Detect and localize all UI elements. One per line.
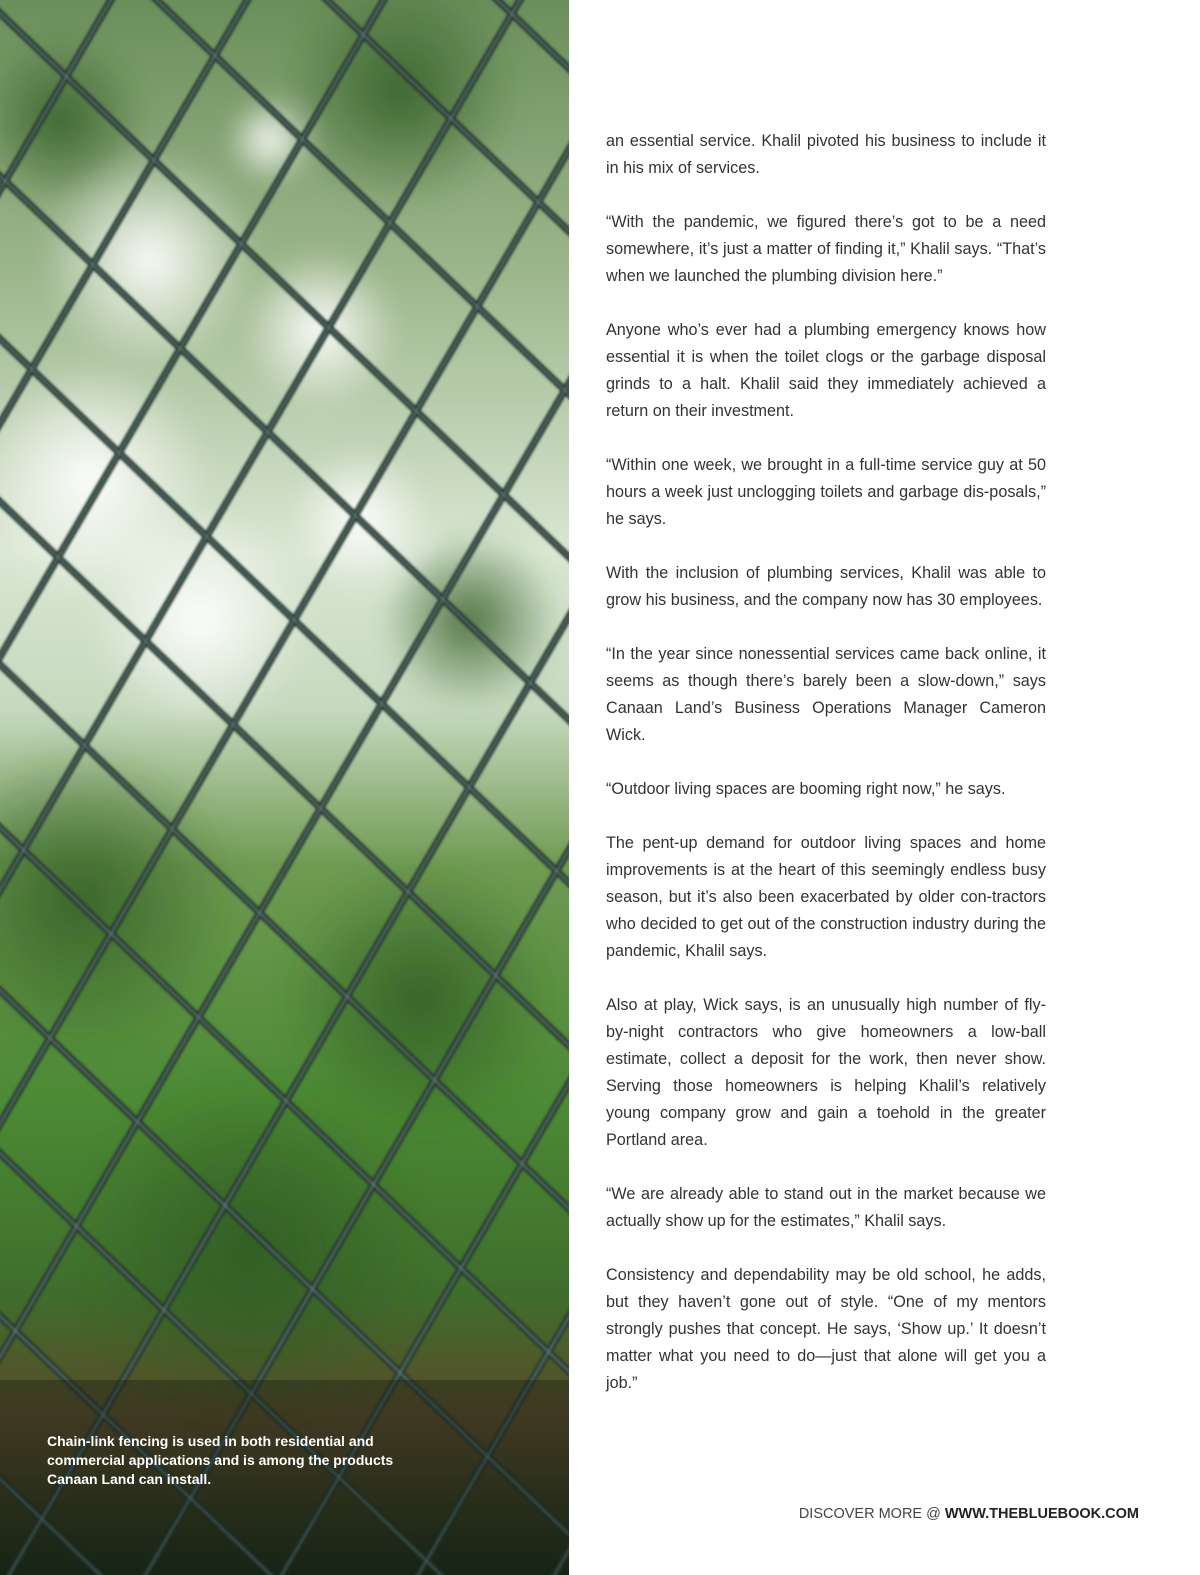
article-paragraph: “We are already able to stand out in the market because we actually show up for the estimates,” Khalil says. <box>606 1185 1046 1230</box>
article-paragraph: an essential service. Khalil pivoted his business to include it in his mix of services. <box>606 132 1046 177</box>
footer-prefix: DISCOVER MORE @ <box>798 1506 945 1522</box>
article-paragraph: “Within one week, we brought in a full-time service guy at 50 hours a week just unclogging toilets and garbage dis-posals,” he says. <box>606 456 1046 528</box>
article-paragraph: “In the year since nonessential services came back online, it seems as though there’s barely been a slow-down,” says Canaan Land’s Business Operations Manager Cameron Wick. <box>606 645 1046 744</box>
footer-website-link[interactable]: WWW.THEBLUEBOOK.COM <box>944 1506 1139 1522</box>
article-body <box>606 128 1046 1424</box>
footer-discover-more <box>799 1506 1139 1522</box>
article-paragraph: Also at play, Wick says, is an unusually high number of fly-by-night contractors who give homeowners a low-ball estimate, collect a deposit for the work, then never show. Serving those homeowners is helping Khalil’s relatively young company grow and gain a toehold in the greater Portland area. <box>606 996 1046 1149</box>
chain-link-fence-photo <box>0 0 569 1575</box>
article-paragraph: The pent-up demand for outdoor living spaces and home improvements is at the heart of this seemingly endless busy season, but it’s also been exacerbated by older con-tractors who decided to get out of the construction industry during the pandemic, Khalil says. <box>606 834 1046 960</box>
article-paragraph: With the inclusion of plumbing services, Khalil was able to grow his business, and the company now has 30 employees. <box>606 564 1046 609</box>
article-paragraph: Consistency and dependability may be old school, he adds, but they haven’t gone out of style. “One of my mentors strongly pushes that concept. He says, ‘Show up.’ It doesn’t matter what you need to do—just that alone will get you a job.” <box>606 1266 1046 1392</box>
photo-caption: Chain-link fencing is used in both residential and commercial applications and is among the products Canaan Land can install. <box>47 1433 394 1487</box>
article-paragraph: “With the pandemic, we figured there’s got to be a need somewhere, it’s just a matter of finding it,” Khalil says. “That’s when we launched the plumbing division here.” <box>606 213 1046 285</box>
article-paragraph: “Outdoor living spaces are booming right now,” he says. <box>606 780 1006 798</box>
article-paragraph: Anyone who’s ever had a plumbing emergency knows how essential it is when the toilet clogs or the garbage disposal grinds to a halt. Khalil said they immediately achieved a return on their investment. <box>606 321 1046 420</box>
